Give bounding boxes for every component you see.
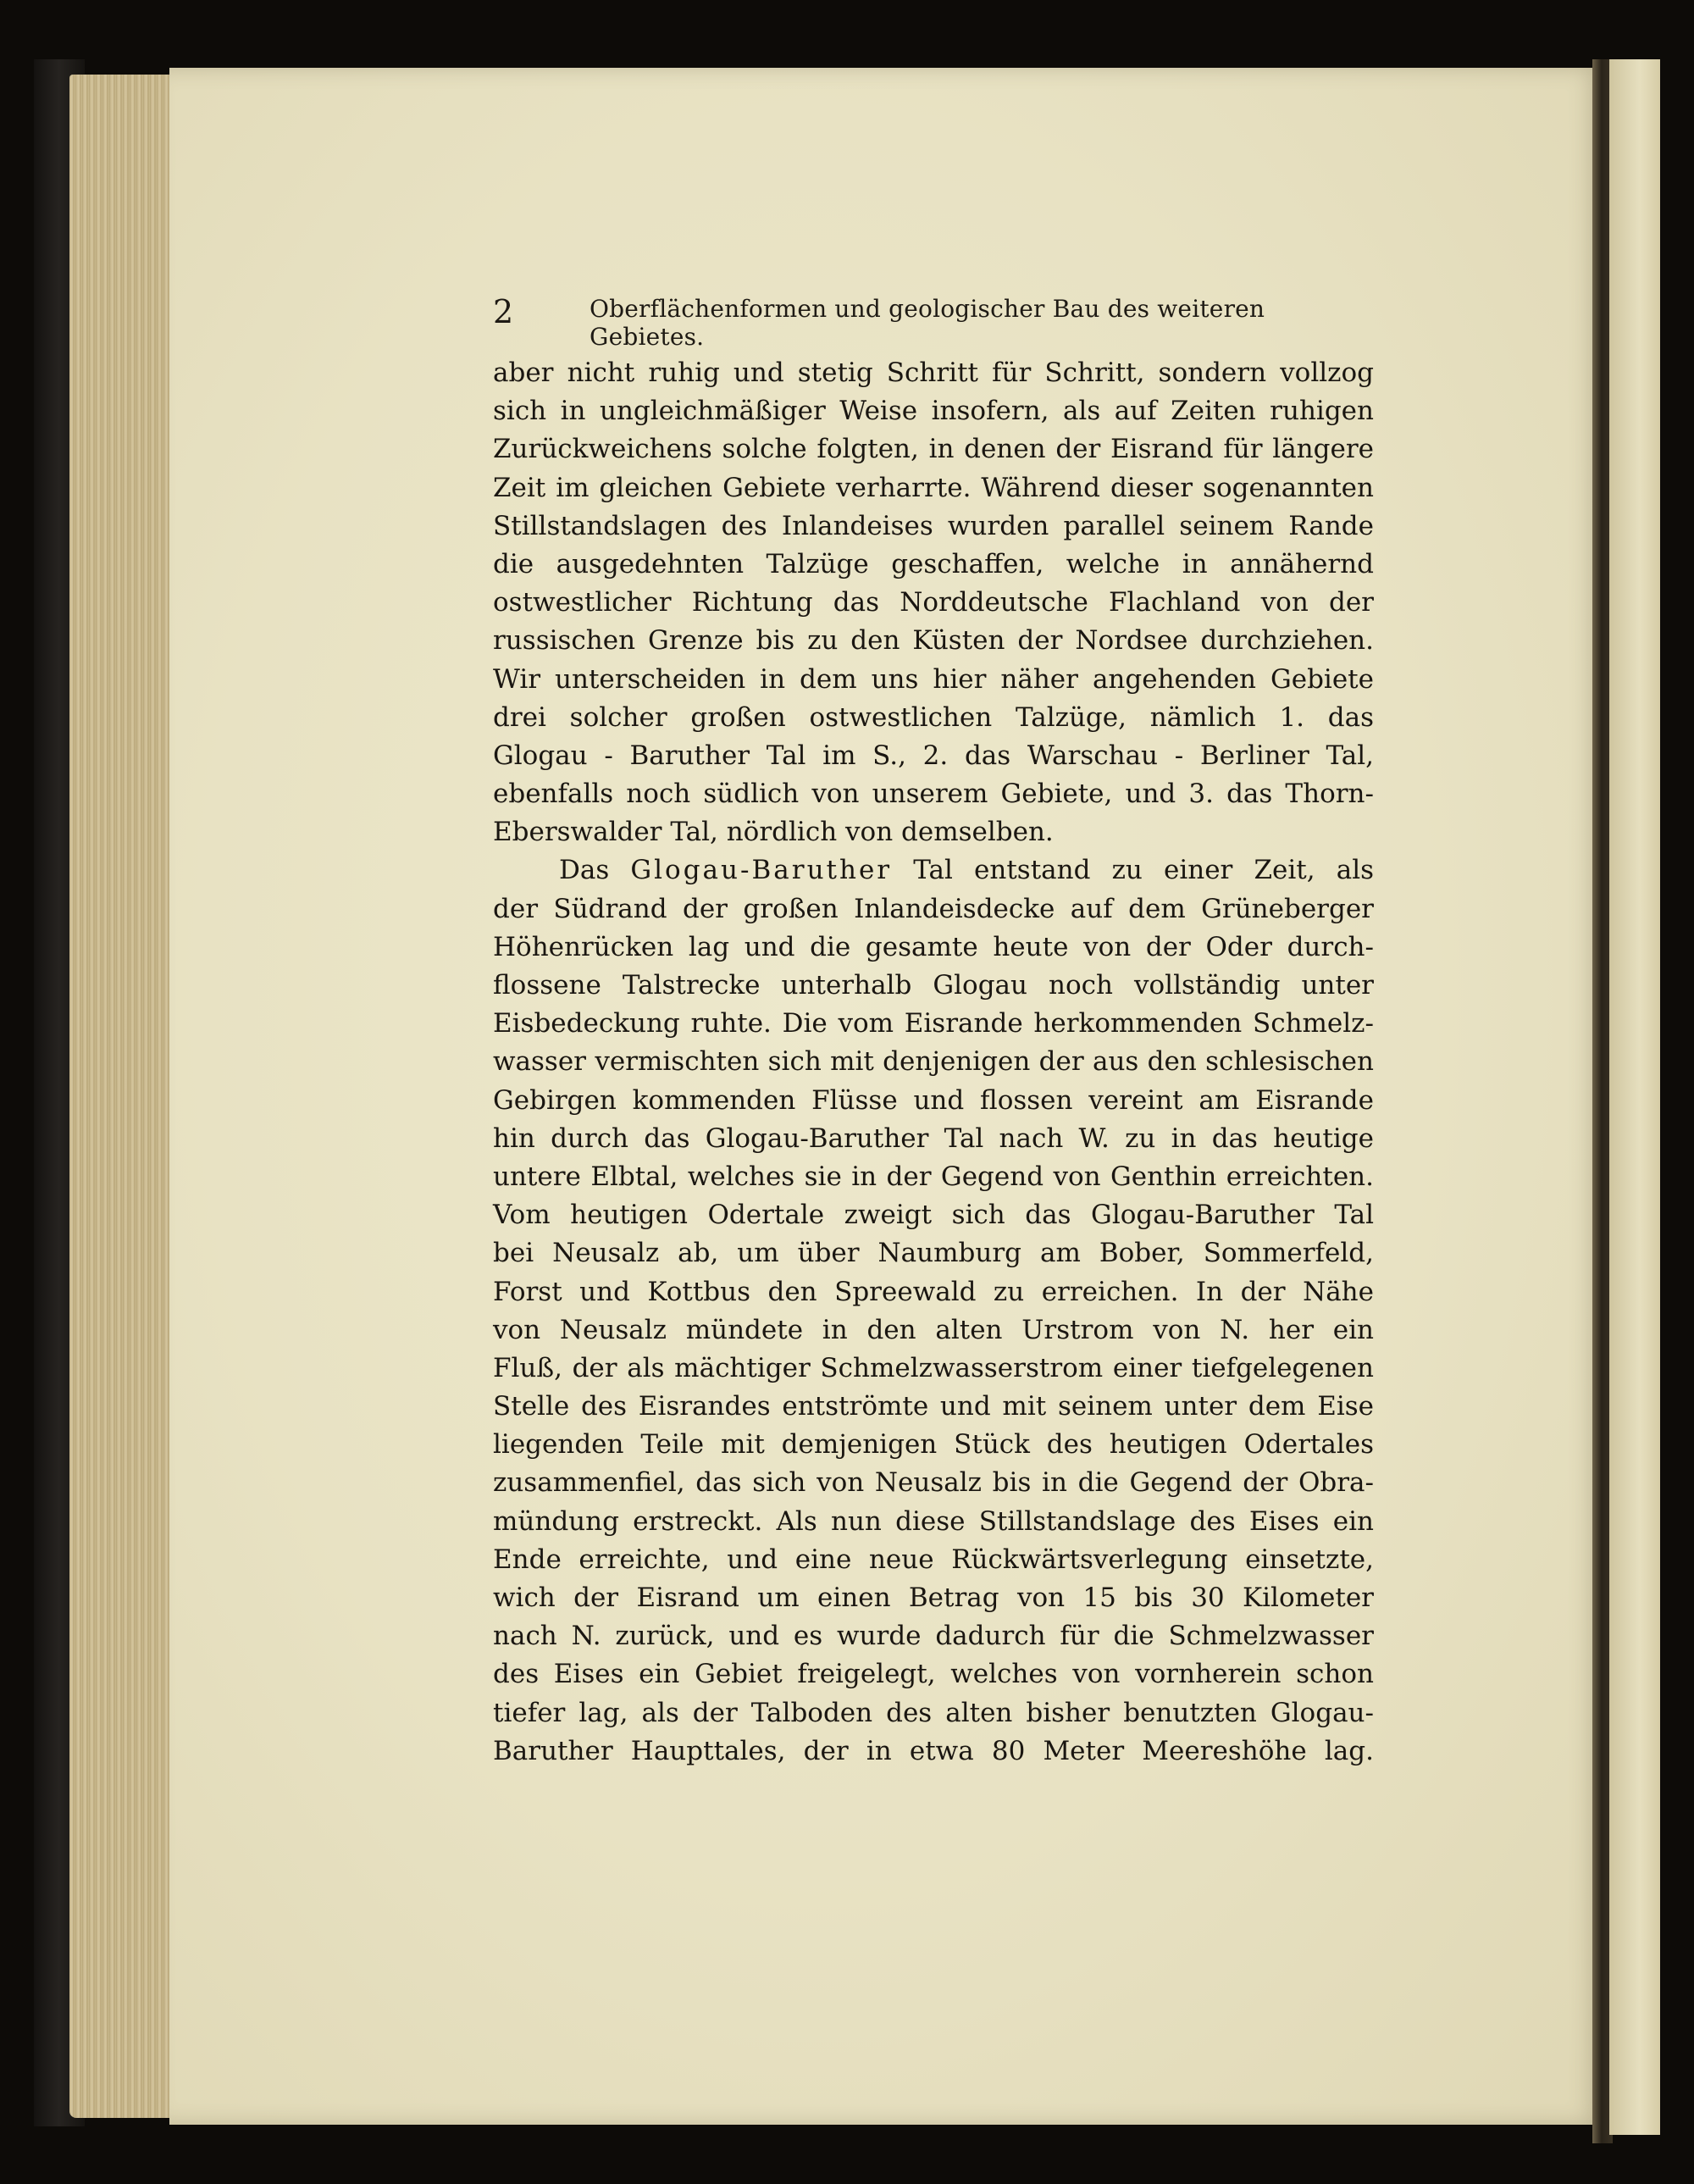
running-head-title: Oberflächenformen und geologischer Bau des weiteren Gebietes. xyxy=(590,295,1265,351)
text-line: drei solcher großen ostwestlichen Talzüge, nämlich 1. das xyxy=(493,701,1374,733)
text-line: Wir unterscheiden in dem uns hier näher angehenden Gebiete xyxy=(493,663,1374,695)
text-line: Baruther Haupttales, der in etwa 80 Meter Meereshöhe lag. xyxy=(493,1735,1374,1766)
text-line: untere Elbtal, welches sie in der Gegend von Genthin erreichten. xyxy=(493,1161,1374,1192)
paragraph-2 xyxy=(493,851,1374,1771)
text-line: Zeit im gleichen Gebiete verharrte. Während dieser sogenannten xyxy=(493,472,1374,503)
text-line: Gebirgen kommenden Flüsse und flossen vereint am Eisrande xyxy=(493,1084,1374,1116)
text-line: aber nicht ruhig und stetig Schritt für Schritt, sondern vollzog xyxy=(493,358,1374,388)
text-line: des Eises ein Gebiet freigelegt, welches von vornherein schon xyxy=(493,1659,1374,1690)
paragraph-1 xyxy=(493,354,1374,851)
text-line: der Südrand der großen Inlandeisdecke auf dem Grüneberger xyxy=(493,893,1374,924)
text-line: hin durch das Glogau-Baruther Tal nach W. zu in das heutige xyxy=(493,1122,1374,1154)
text-run: Das xyxy=(559,855,610,886)
text-line: Vom heutigen Odertale zweigt sich das Glogau-Baruther Tal xyxy=(493,1200,1374,1231)
text-line: ebenfalls noch südlich von unserem Gebiete, und 3. das Thorn- xyxy=(493,779,1374,810)
text-line: russischen Grenze bis zu den Küsten der Nordsee durchziehen. xyxy=(493,625,1374,657)
text-line: ostwestlicher Richtung das Norddeutsche Flachland von der xyxy=(493,587,1374,618)
text-line: Stelle des Eisrandes entströmte und mit seinem unter dem Eise xyxy=(493,1391,1374,1422)
text-line: nach N. zurück, und es wurde dadurch für die Schmelzwasser xyxy=(493,1621,1374,1652)
text-line: Zurückweichens solche folgten, in denen der Eisrand für längere xyxy=(493,434,1374,465)
spaced-emphasis: Glogau-Baruther xyxy=(630,855,893,886)
facing-page-edge xyxy=(1609,59,1660,2135)
text-line: zusammenfiel, das sich von Neusalz bis in die Gegend der Obra- xyxy=(493,1467,1374,1499)
text-line: wich der Eisrand um einen Betrag von 15 bis 30 Kilometer xyxy=(493,1583,1374,1613)
text-line: wasser vermischten sich mit denjenigen der aus den schlesischen xyxy=(493,1046,1374,1078)
page-number: 2 xyxy=(493,293,514,330)
text-line: Eberswalder Tal, nördlich von demselben. xyxy=(493,817,1054,848)
text-line: Ende erreichte, und eine neue Rückwärtsverlegung einsetzte, xyxy=(493,1544,1374,1575)
text-line: von Neusalz mündete in den alten Urstrom von N. her ein xyxy=(493,1314,1374,1345)
text-line: die ausgedehnten Talzüge geschaffen, welche in annähernd xyxy=(493,548,1374,579)
text-run: Tal entstand zu einer Zeit, als xyxy=(913,855,1375,886)
text-line: Fluß, der als mächtiger Schmelzwasserstrom einer tiefgelegenen xyxy=(493,1352,1374,1383)
text-line: Eisbedeckung ruhte. Die vom Eisrande herkommenden Schmelz- xyxy=(493,1008,1374,1039)
body-text xyxy=(493,354,1374,1771)
text-line: Forst und Kottbus den Spreewald zu erreichen. In der Nähe xyxy=(493,1276,1374,1307)
text-line: Höhenrücken lag und die gesamte heute von der Oder durch- xyxy=(493,931,1374,962)
text-line: Stillstandslagen des Inlandeises wurden parallel seinem Rande xyxy=(493,510,1374,541)
text-line: sich in ungleichmäßiger Weise insofern, als auf Zeiten ruhigen xyxy=(493,396,1374,427)
text-line: Glogau - Baruther Tal im S., 2. das Warschau - Berliner Tal, xyxy=(493,740,1374,771)
text-line: flossene Talstrecke unterhalb Glogau noch vollständig unter xyxy=(493,970,1374,1001)
text-line: liegenden Teile mit demjenigen Stück des heutigen Odertales xyxy=(493,1429,1374,1461)
text-line: bei Neusalz ab, um über Naumburg am Bober, Sommerfeld, xyxy=(493,1238,1374,1269)
page-edges xyxy=(69,75,180,2118)
text-line: tiefer lag, als der Talboden des alten bisher benutzten Glogau- xyxy=(493,1697,1374,1728)
text-line xyxy=(493,851,1374,890)
running-head xyxy=(493,286,1374,351)
text-line: mündung erstreckt. Als nun diese Stillstandslage des Eises ein xyxy=(493,1505,1374,1537)
